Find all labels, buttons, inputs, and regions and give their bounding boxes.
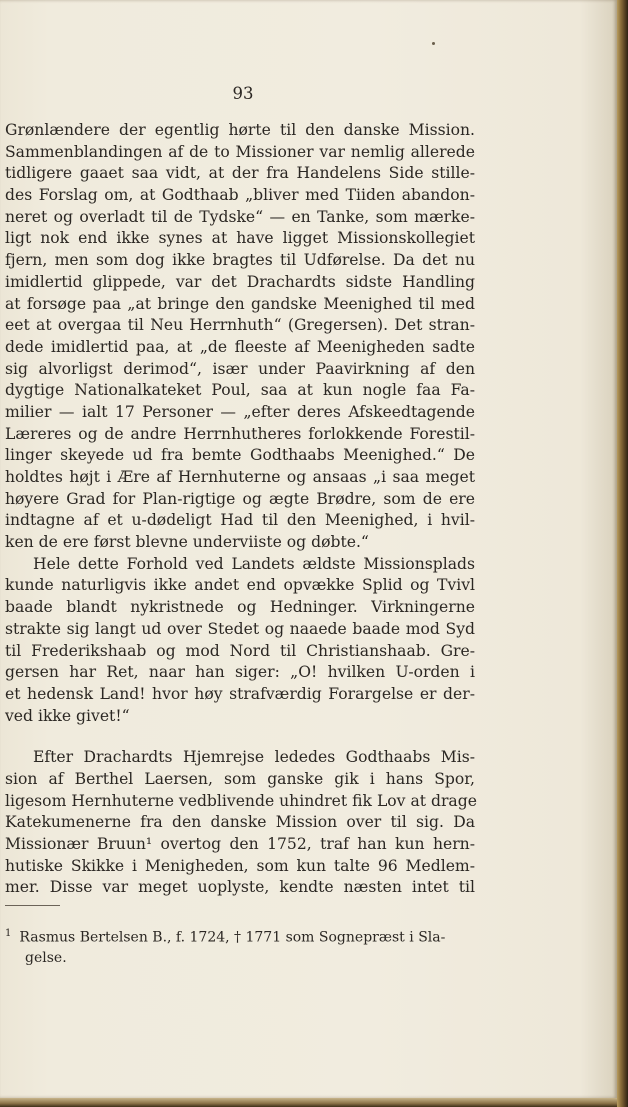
footnote — [5, 924, 475, 968]
text-line: hutiske Skikke i Menigheden, som kun talte 96 Medlem- — [5, 856, 475, 875]
text-line: ken de ere først blevne underviiste og døbte.“ — [5, 533, 369, 552]
text-line: des Forslag om, at Godthaab „bliver med Tiiden abandon- — [5, 186, 475, 205]
text-line: gersen har Ret, naar han siger: „O! hvilken U-orden i — [5, 663, 475, 682]
text-line: Hele dette Forhold ved Landets ældste Missionsplads — [33, 554, 475, 573]
footnote-marker: 1 — [5, 928, 12, 939]
text-line: baade blandt nykristnede og Hedninger. Virkningerne — [5, 598, 475, 617]
text-line: sig alvorligst derimod“, især under Paavirkning af den — [5, 359, 475, 378]
book-page-edge — [617, 0, 628, 1107]
text-line: mer. Disse var meget uoplyste, kendte næsten intet til — [5, 878, 475, 897]
paper-speck — [432, 42, 435, 45]
text-line: Katekumenerne fra den danske Mission over til sig. Da — [5, 813, 475, 832]
footnote-text: Rasmus Bertelsen B., f. 1724, † 1771 som Sognepræst i Sla- — [19, 929, 446, 946]
text-line: imidlertid glippede, var det Drachardts sidste Handling — [5, 272, 475, 291]
book-bottom-edge — [0, 1098, 617, 1107]
text-line: tidligere gaaet saa vidt, at der fra Handelens Side stille- — [5, 164, 475, 183]
text-line: strakte sig langt ud over Stedet og naaede baade mod Syd — [5, 619, 475, 638]
paragraph-1 — [5, 120, 475, 554]
text-line: ved ikke givet!“ — [5, 706, 130, 725]
paragraph-2 — [5, 554, 475, 728]
text-line: indtagne af et u-dødeligt Had til den Meenighed, i hvil- — [5, 511, 475, 530]
text-line: til Frederikshaab og mod Nord til Christianshaab. Gre- — [5, 641, 475, 660]
text-line: milier — ialt 17 Personer — „efter deres Afskeedtagende — [5, 402, 475, 421]
text-line: ligt nok end ikke synes at have ligget Missionskollegiet — [5, 229, 475, 248]
text-line: linger skeyede ud fra bemte Godthaabs Meenighed.“ De — [5, 446, 475, 465]
text-line: dygtige Nationalkateket Poul, saa at kun nogle faa Fa- — [5, 381, 475, 400]
text-line: Læreres og de andre Herrnhutheres forlokkende Forestil- — [5, 424, 475, 443]
paragraph-gap — [5, 727, 475, 747]
text-line: Efter Drachardts Hjemrejse lededes Godthaabs Mis- — [33, 748, 475, 767]
body-text — [5, 120, 475, 899]
text-line: et hedensk Land! hvor høy strafværdig Forargelse er der- — [5, 684, 475, 703]
text-line: høyere Grad for Plan-rigtige og ægte Brødre, som de ere — [5, 489, 475, 508]
text-line: eet at overgaa til Neu Herrnhuth“ (Gregersen). Det stran- — [5, 316, 475, 335]
text-line: at forsøge paa „at bringe den gandske Meenighed til med — [5, 294, 475, 313]
text-line: Sammenblandingen af de to Missioner var nemlig allerede — [5, 142, 475, 161]
footnote-line: gelse. — [25, 949, 67, 966]
text-line: holdtes højt i Ære af Hernhuterne og ansaas „i saa meget — [5, 468, 475, 486]
text-line: fjern, men som dog ikke bragtes til Udførelse. Da det nu — [5, 251, 475, 270]
text-line: dede imidlertid paa, at „de fleeste af Meenigheden sadte — [5, 337, 475, 356]
text-line: Missionær Bruun¹ overtog den 1752, traf han kun hern- — [5, 835, 475, 853]
footnote-line — [5, 924, 475, 948]
text-line: Grønlændere der egentlig hørte til den danske Mission. — [5, 121, 475, 139]
text-line: kunde naturligvis ikke andet end opvække Splid og Tvivl — [5, 576, 475, 595]
text-line: neret og overladt til de Tydske“ — en Tanke, som mærke- — [5, 207, 475, 226]
text-line: ligesom Hernhuterne vedblivende uhindret fik Lov at drage — [5, 791, 477, 810]
paragraph-3 — [5, 747, 475, 899]
page-number: 93 — [232, 84, 254, 103]
text-line: sion af Berthel Laersen, som ganske gik i hans Spor, — [5, 769, 475, 788]
footnote-divider — [5, 905, 60, 906]
